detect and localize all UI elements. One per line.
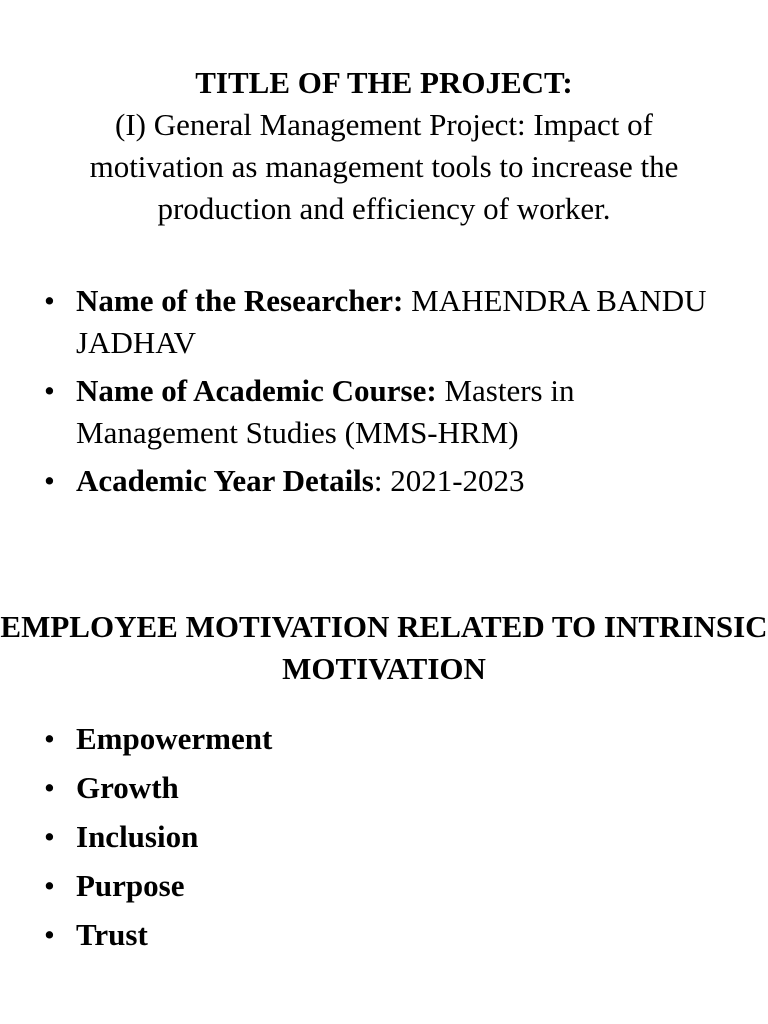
motivation-list [44, 714, 724, 959]
bullet-icon: • [44, 283, 55, 318]
course-label: Name of Academic Course: [76, 373, 437, 408]
bullet-icon: • [44, 917, 55, 952]
bullet-icon: • [44, 770, 55, 805]
bullet-icon: • [44, 868, 55, 903]
year-label: Academic Year Details [76, 463, 374, 498]
section-heading: EMPLOYEE MOTIVATION RELATED TO INTRINSIC MOTIVATION [0, 609, 768, 686]
bullet-icon: • [44, 819, 55, 854]
info-item-researcher [44, 280, 724, 364]
motivation-item-label: Trust [76, 917, 148, 952]
bullet-icon: • [44, 721, 55, 756]
bullet-icon: • [44, 373, 55, 408]
info-item-course [44, 370, 724, 454]
project-info-list [44, 280, 724, 508]
bullet-icon: • [44, 463, 55, 498]
list-item [44, 861, 724, 910]
list-item [44, 910, 724, 959]
year-value: : 2021-2023 [373, 463, 525, 498]
motivation-item-label: Empowerment [76, 721, 273, 756]
list-item [44, 812, 724, 861]
course-value: Masters in Management Studies (MMS-HRM) [76, 373, 575, 450]
project-title-text: (I) General Management Project: Impact of motivation as management tools to increase the production and efficiency of worker. [89, 107, 679, 226]
motivation-item-label: Growth [76, 770, 179, 805]
researcher-label: Name of the Researcher: [76, 283, 404, 318]
list-item [44, 714, 724, 763]
info-item-year [44, 460, 724, 502]
project-title-block [0, 62, 768, 230]
list-item [44, 763, 724, 812]
project-title-heading: TITLE OF THE PROJECT: [195, 65, 573, 100]
researcher-value: MAHENDRA BANDU JADHAV [76, 283, 707, 360]
motivation-item-label: Purpose [76, 868, 185, 903]
motivation-item-label: Inclusion [76, 819, 199, 854]
